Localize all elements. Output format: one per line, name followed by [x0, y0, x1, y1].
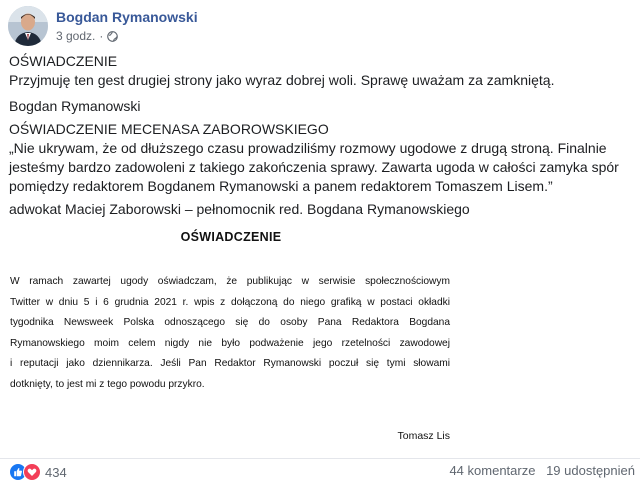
statement-text: Przyjmuję ten gest drugiej strony jako wyraz dobrej woli. Sprawę uważam za zamkniętą.	[9, 72, 555, 88]
document-line: Twitter w dniu 5 i 6 grudnia 2021 r. wpis z dołączoną do niego grafiką w postaci okładki	[10, 296, 450, 308]
document-line: dotknięty, to jest mi z tego powodu przykro.	[10, 378, 205, 390]
love-icon[interactable]	[23, 463, 41, 481]
document-signature: Tomasz Lis	[397, 430, 450, 442]
post-paragraph-1	[9, 52, 633, 90]
author-name[interactable]: Bogdan Rymanowski	[56, 9, 198, 25]
post-time[interactable]: 3 godz.	[56, 29, 96, 43]
lawyer-statement-text: „Nie ukrywam, że od dłuższego czasu prowadziliśmy rozmowy ugodowe z drugą stroną. Finalnie jesteśmy bardzo zadowoleni z takiego zakończenia sprawy. Zawarta ugoda w całości zamyka spór pomiędzy redaktorem Bogdanem Rymanowski a panem redaktorem Tomaszem Lisem.”	[9, 140, 619, 194]
globe-icon[interactable]	[107, 31, 118, 42]
engagement-stats	[449, 463, 635, 478]
comments-link[interactable]: 44 komentarze	[449, 463, 536, 478]
statement-heading: OŚWIADCZENIE	[9, 53, 118, 69]
document-line: Rymanowskiego moim celem nigdy nie było podważenie jego rzetelności zawodowej	[10, 337, 450, 349]
post-paragraph-4: adwokat Maciej Zaborowski – pełnomocnik red. Bogdana Rymanowskiego	[9, 201, 470, 217]
reactions-summary[interactable]	[9, 463, 67, 481]
document-line: tygodnika Newsweek Polska odnoszącego się do osoby Pana Redaktora Bogdana	[10, 317, 450, 328]
post-meta	[56, 29, 118, 43]
document-body	[10, 272, 450, 395]
lawyer-statement-heading: OŚWIADCZENIE MECENASA ZABOROWSKIEGO	[9, 121, 329, 137]
post-paragraph-3	[9, 120, 633, 196]
post-paragraph-2: Bogdan Rymanowski	[9, 98, 141, 114]
post-footer	[0, 458, 640, 483]
post-text	[9, 52, 633, 219]
reaction-count[interactable]: 434	[45, 464, 67, 480]
post-header	[8, 6, 628, 46]
statement-document-image[interactable]	[0, 222, 462, 454]
shares-link[interactable]: 19 udostępnień	[546, 463, 635, 478]
document-title: OŚWIADCZENIE	[180, 230, 282, 244]
meta-separator: ·	[99, 29, 104, 43]
avatar[interactable]	[8, 6, 48, 46]
document-line: W ramach zawartej ugody oświadczam, że publikując w serwisie społecznościowym	[10, 276, 450, 287]
document-line: i reputacji jako dziennikarza. Jeśli Pan Redaktor Rymanowski poczuł się tymi słowami	[10, 358, 450, 369]
